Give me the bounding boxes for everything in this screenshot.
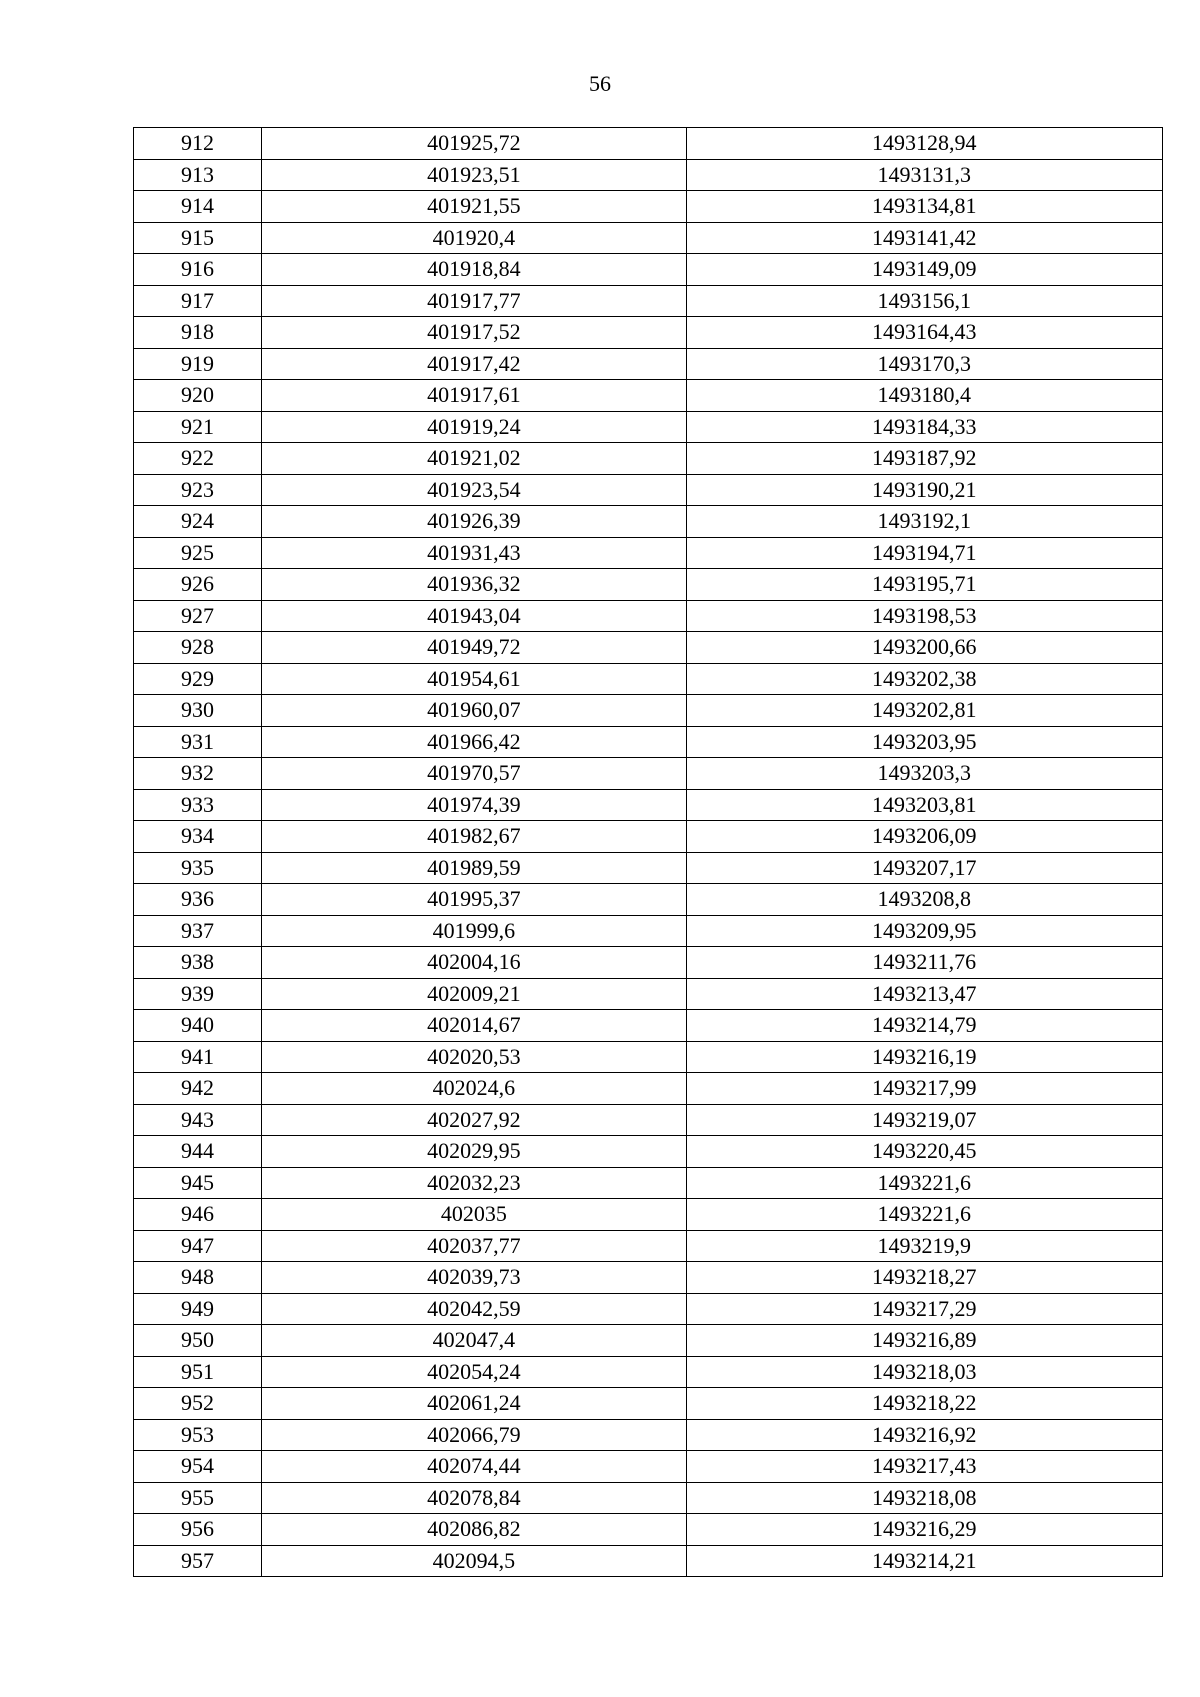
point-number-cell: 955 <box>134 1482 262 1514</box>
x-coordinate-cell: 402037,77 <box>262 1230 686 1262</box>
x-coordinate-cell: 401918,84 <box>262 254 686 286</box>
point-number-cell: 931 <box>134 726 262 758</box>
x-coordinate-cell: 401921,02 <box>262 443 686 475</box>
table-row <box>134 789 1163 821</box>
table-row <box>134 1545 1163 1577</box>
point-number-cell: 957 <box>134 1545 262 1577</box>
x-coordinate-cell: 401926,39 <box>262 506 686 538</box>
x-coordinate-cell: 401921,55 <box>262 191 686 223</box>
x-coordinate-cell: 401923,51 <box>262 159 686 191</box>
y-coordinate-cell: 1493202,81 <box>686 695 1162 727</box>
point-number-cell: 922 <box>134 443 262 475</box>
table-row <box>134 978 1163 1010</box>
point-number-cell: 953 <box>134 1419 262 1451</box>
table-row <box>134 191 1163 223</box>
table-row <box>134 1419 1163 1451</box>
x-coordinate-cell: 401931,43 <box>262 537 686 569</box>
point-number-cell: 933 <box>134 789 262 821</box>
table-row <box>134 1199 1163 1231</box>
x-coordinate-cell: 401917,52 <box>262 317 686 349</box>
y-coordinate-cell: 1493203,95 <box>686 726 1162 758</box>
table-row <box>134 222 1163 254</box>
table-row <box>134 600 1163 632</box>
table-row <box>134 411 1163 443</box>
point-number-cell: 949 <box>134 1293 262 1325</box>
y-coordinate-cell: 1493192,1 <box>686 506 1162 538</box>
table-row <box>134 915 1163 947</box>
table-row <box>134 852 1163 884</box>
x-coordinate-cell: 401966,42 <box>262 726 686 758</box>
point-number-cell: 928 <box>134 632 262 664</box>
y-coordinate-cell: 1493198,53 <box>686 600 1162 632</box>
x-coordinate-cell: 402042,59 <box>262 1293 686 1325</box>
point-number-cell: 944 <box>134 1136 262 1168</box>
x-coordinate-cell: 401917,77 <box>262 285 686 317</box>
point-number-cell: 932 <box>134 758 262 790</box>
point-number-cell: 913 <box>134 159 262 191</box>
y-coordinate-cell: 1493221,6 <box>686 1199 1162 1231</box>
point-number-cell: 939 <box>134 978 262 1010</box>
x-coordinate-cell: 402009,21 <box>262 978 686 1010</box>
point-number-cell: 926 <box>134 569 262 601</box>
y-coordinate-cell: 1493131,3 <box>686 159 1162 191</box>
y-coordinate-cell: 1493214,21 <box>686 1545 1162 1577</box>
y-coordinate-cell: 1493208,8 <box>686 884 1162 916</box>
point-number-cell: 942 <box>134 1073 262 1105</box>
y-coordinate-cell: 1493184,33 <box>686 411 1162 443</box>
point-number-cell: 930 <box>134 695 262 727</box>
table-row <box>134 726 1163 758</box>
y-coordinate-cell: 1493217,29 <box>686 1293 1162 1325</box>
y-coordinate-cell: 1493202,38 <box>686 663 1162 695</box>
y-coordinate-cell: 1493216,19 <box>686 1041 1162 1073</box>
x-coordinate-cell: 401970,57 <box>262 758 686 790</box>
x-coordinate-cell: 401917,61 <box>262 380 686 412</box>
x-coordinate-cell: 401995,37 <box>262 884 686 916</box>
table-row <box>134 632 1163 664</box>
x-coordinate-cell: 401917,42 <box>262 348 686 380</box>
y-coordinate-cell: 1493216,89 <box>686 1325 1162 1357</box>
table-row <box>134 1482 1163 1514</box>
y-coordinate-cell: 1493213,47 <box>686 978 1162 1010</box>
point-number-cell: 925 <box>134 537 262 569</box>
x-coordinate-cell: 401960,07 <box>262 695 686 727</box>
y-coordinate-cell: 1493214,79 <box>686 1010 1162 1042</box>
y-coordinate-cell: 1493207,17 <box>686 852 1162 884</box>
point-number-cell: 950 <box>134 1325 262 1357</box>
point-number-cell: 924 <box>134 506 262 538</box>
y-coordinate-cell: 1493216,92 <box>686 1419 1162 1451</box>
y-coordinate-cell: 1493209,95 <box>686 915 1162 947</box>
x-coordinate-cell: 402029,95 <box>262 1136 686 1168</box>
x-coordinate-cell: 401974,39 <box>262 789 686 821</box>
table-row <box>134 159 1163 191</box>
table-row <box>134 1010 1163 1042</box>
y-coordinate-cell: 1493218,27 <box>686 1262 1162 1294</box>
point-number-cell: 936 <box>134 884 262 916</box>
y-coordinate-cell: 1493217,43 <box>686 1451 1162 1483</box>
point-number-cell: 919 <box>134 348 262 380</box>
x-coordinate-cell: 402086,82 <box>262 1514 686 1546</box>
x-coordinate-cell: 402032,23 <box>262 1167 686 1199</box>
x-coordinate-cell: 402039,73 <box>262 1262 686 1294</box>
x-coordinate-cell: 401982,67 <box>262 821 686 853</box>
point-number-cell: 929 <box>134 663 262 695</box>
y-coordinate-cell: 1493218,08 <box>686 1482 1162 1514</box>
page-number: 56 <box>589 71 611 96</box>
y-coordinate-cell: 1493221,6 <box>686 1167 1162 1199</box>
point-number-cell: 934 <box>134 821 262 853</box>
y-coordinate-cell: 1493218,22 <box>686 1388 1162 1420</box>
y-coordinate-cell: 1493194,71 <box>686 537 1162 569</box>
x-coordinate-cell: 401936,32 <box>262 569 686 601</box>
point-number-cell: 956 <box>134 1514 262 1546</box>
point-number-cell: 952 <box>134 1388 262 1420</box>
y-coordinate-cell: 1493216,29 <box>686 1514 1162 1546</box>
point-number-cell: 918 <box>134 317 262 349</box>
point-number-cell: 921 <box>134 411 262 443</box>
coordinates-table <box>133 127 1163 1577</box>
table-row <box>134 1262 1163 1294</box>
x-coordinate-cell: 401943,04 <box>262 600 686 632</box>
x-coordinate-cell: 402074,44 <box>262 1451 686 1483</box>
table-row <box>134 1167 1163 1199</box>
point-number-cell: 948 <box>134 1262 262 1294</box>
table-row <box>134 884 1163 916</box>
table-row <box>134 1104 1163 1136</box>
table-row <box>134 1451 1163 1483</box>
x-coordinate-cell: 401999,6 <box>262 915 686 947</box>
y-coordinate-cell: 1493218,03 <box>686 1356 1162 1388</box>
point-number-cell: 917 <box>134 285 262 317</box>
y-coordinate-cell: 1493149,09 <box>686 254 1162 286</box>
table-row <box>134 1356 1163 1388</box>
x-coordinate-cell: 402020,53 <box>262 1041 686 1073</box>
x-coordinate-cell: 402094,5 <box>262 1545 686 1577</box>
x-coordinate-cell: 402014,67 <box>262 1010 686 1042</box>
x-coordinate-cell: 401954,61 <box>262 663 686 695</box>
y-coordinate-cell: 1493164,43 <box>686 317 1162 349</box>
table-row <box>134 821 1163 853</box>
table-row <box>134 1293 1163 1325</box>
table-row <box>134 663 1163 695</box>
table-row <box>134 1136 1163 1168</box>
table-row <box>134 443 1163 475</box>
point-number-cell: 912 <box>134 128 262 160</box>
point-number-cell: 938 <box>134 947 262 979</box>
y-coordinate-cell: 1493170,3 <box>686 348 1162 380</box>
table-row <box>134 569 1163 601</box>
x-coordinate-cell: 401919,24 <box>262 411 686 443</box>
y-coordinate-cell: 1493219,07 <box>686 1104 1162 1136</box>
x-coordinate-cell: 402035 <box>262 1199 686 1231</box>
x-coordinate-cell: 401923,54 <box>262 474 686 506</box>
point-number-cell: 920 <box>134 380 262 412</box>
table-row <box>134 1514 1163 1546</box>
y-coordinate-cell: 1493220,45 <box>686 1136 1162 1168</box>
x-coordinate-cell: 402066,79 <box>262 1419 686 1451</box>
x-coordinate-cell: 401949,72 <box>262 632 686 664</box>
x-coordinate-cell: 402004,16 <box>262 947 686 979</box>
point-number-cell: 916 <box>134 254 262 286</box>
table-row <box>134 1230 1163 1262</box>
x-coordinate-cell: 402061,24 <box>262 1388 686 1420</box>
y-coordinate-cell: 1493203,81 <box>686 789 1162 821</box>
point-number-cell: 943 <box>134 1104 262 1136</box>
table-row <box>134 506 1163 538</box>
point-number-cell: 937 <box>134 915 262 947</box>
y-coordinate-cell: 1493190,21 <box>686 474 1162 506</box>
table-row <box>134 285 1163 317</box>
point-number-cell: 927 <box>134 600 262 632</box>
x-coordinate-cell: 401989,59 <box>262 852 686 884</box>
point-number-cell: 951 <box>134 1356 262 1388</box>
point-number-cell: 914 <box>134 191 262 223</box>
table-row <box>134 695 1163 727</box>
table-row <box>134 254 1163 286</box>
y-coordinate-cell: 1493128,94 <box>686 128 1162 160</box>
y-coordinate-cell: 1493200,66 <box>686 632 1162 664</box>
point-number-cell: 947 <box>134 1230 262 1262</box>
x-coordinate-cell: 401920,4 <box>262 222 686 254</box>
point-number-cell: 945 <box>134 1167 262 1199</box>
y-coordinate-cell: 1493195,71 <box>686 569 1162 601</box>
y-coordinate-cell: 1493219,9 <box>686 1230 1162 1262</box>
x-coordinate-cell: 402047,4 <box>262 1325 686 1357</box>
y-coordinate-cell: 1493187,92 <box>686 443 1162 475</box>
point-number-cell: 941 <box>134 1041 262 1073</box>
table-row <box>134 1325 1163 1357</box>
x-coordinate-cell: 402027,92 <box>262 1104 686 1136</box>
y-coordinate-cell: 1493141,42 <box>686 222 1162 254</box>
y-coordinate-cell: 1493156,1 <box>686 285 1162 317</box>
point-number-cell: 923 <box>134 474 262 506</box>
table-row <box>134 1041 1163 1073</box>
table-row <box>134 947 1163 979</box>
coordinates-table-body <box>134 128 1163 1577</box>
x-coordinate-cell: 402054,24 <box>262 1356 686 1388</box>
y-coordinate-cell: 1493217,99 <box>686 1073 1162 1105</box>
table-row <box>134 128 1163 160</box>
table-row <box>134 348 1163 380</box>
x-coordinate-cell: 402024,6 <box>262 1073 686 1105</box>
y-coordinate-cell: 1493206,09 <box>686 821 1162 853</box>
y-coordinate-cell: 1493203,3 <box>686 758 1162 790</box>
y-coordinate-cell: 1493134,81 <box>686 191 1162 223</box>
x-coordinate-cell: 401925,72 <box>262 128 686 160</box>
y-coordinate-cell: 1493211,76 <box>686 947 1162 979</box>
point-number-cell: 946 <box>134 1199 262 1231</box>
table-row <box>134 1388 1163 1420</box>
point-number-cell: 935 <box>134 852 262 884</box>
table-row <box>134 474 1163 506</box>
point-number-cell: 954 <box>134 1451 262 1483</box>
table-row <box>134 758 1163 790</box>
point-number-cell: 940 <box>134 1010 262 1042</box>
table-row <box>134 317 1163 349</box>
table-row <box>134 537 1163 569</box>
x-coordinate-cell: 402078,84 <box>262 1482 686 1514</box>
table-row <box>134 380 1163 412</box>
table-row <box>134 1073 1163 1105</box>
point-number-cell: 915 <box>134 222 262 254</box>
y-coordinate-cell: 1493180,4 <box>686 380 1162 412</box>
